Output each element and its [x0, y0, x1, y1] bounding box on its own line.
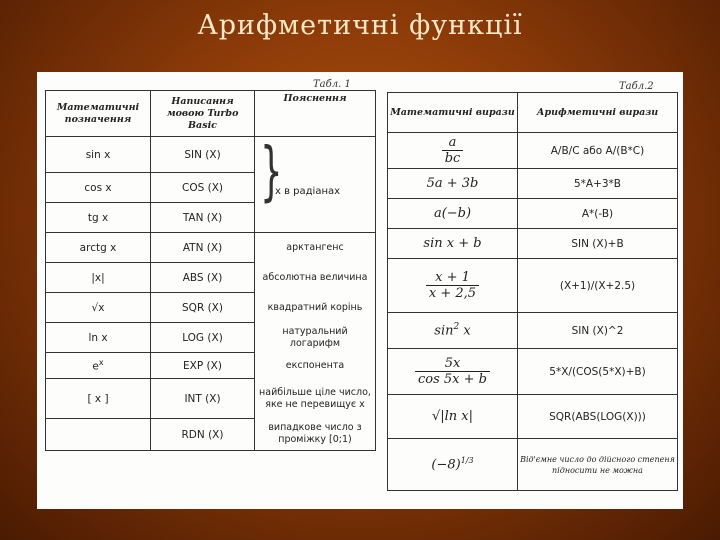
math-notation: cos x [46, 173, 151, 203]
math-expression [388, 349, 518, 395]
numerator: a [442, 135, 464, 151]
math-base: e [92, 360, 99, 373]
math-notation [46, 419, 151, 451]
table2-header-math: Математичні вирази [388, 93, 518, 133]
table-row [46, 233, 376, 263]
math-expression: √|ln x| [388, 395, 518, 439]
table-row [388, 199, 678, 229]
table-row [46, 419, 376, 451]
basic-code: TAN (X) [151, 203, 255, 233]
table1 [45, 90, 376, 451]
fraction [442, 135, 464, 166]
explanation: арктангенс [255, 233, 376, 263]
arithmetic-expression: 5*A+3*B [518, 169, 678, 199]
fraction [426, 270, 479, 301]
table-row [388, 313, 678, 349]
arithmetic-expression: SIN (X)^2 [518, 313, 678, 349]
basic-code: RDN (X) [151, 419, 255, 451]
math-notation: sin x [46, 137, 151, 173]
expr-base: sin [434, 323, 454, 339]
denominator: cos 5x + b [418, 372, 487, 387]
math-expression [388, 439, 518, 491]
basic-code: COS (X) [151, 173, 255, 203]
fraction [415, 356, 490, 387]
math-notation: √x [46, 293, 151, 323]
table-row [46, 293, 376, 323]
table1-caption: Табл. 1 [313, 79, 351, 90]
math-expression: a(−b) [388, 199, 518, 229]
math-notation: |x| [46, 263, 151, 293]
explanation: найбільше ціле число, яке не перевищує x [255, 379, 376, 419]
arithmetic-expression: Від'ємне число до дійсного степеня підносити не можна [518, 439, 678, 491]
expr-base: (−8) [431, 457, 461, 473]
table-row [388, 349, 678, 395]
arithmetic-expression: 5*X/(COS(5*X)+B) [518, 349, 678, 395]
table-row [388, 439, 678, 491]
table-row [46, 379, 376, 419]
table1-header-code: Написання мовою Turbo Basic [151, 91, 255, 137]
table-row [388, 229, 678, 259]
table2-caption: Табл.2 [619, 81, 654, 92]
basic-code: EXP (X) [151, 353, 255, 379]
table-row [388, 169, 678, 199]
expr-tail: x [459, 323, 471, 339]
explanation: квадратний корінь [255, 293, 376, 323]
basic-code: ATN (X) [151, 233, 255, 263]
trig-radians-note: x в радіанах [275, 186, 341, 197]
table1-header-math: Математичні позначення [46, 91, 151, 137]
arithmetic-expression: A*(-B) [518, 199, 678, 229]
basic-code: ABS (X) [151, 263, 255, 293]
math-notation [46, 353, 151, 379]
math-expression [388, 259, 518, 313]
explanation: абсолютна величина [255, 263, 376, 293]
denominator: x + 2,5 [428, 286, 477, 301]
math-expression: sin x + b [388, 229, 518, 259]
table2-header-arith: Арифметичні вирази [518, 93, 678, 133]
table2 [387, 92, 678, 491]
expr-exponent: 2 [453, 322, 460, 333]
math-notation: tg x [46, 203, 151, 233]
basic-code: LOG (X) [151, 323, 255, 353]
arithmetic-expression: SIN (X)+B [518, 229, 678, 259]
explanation: натуральний логарифм [255, 323, 376, 353]
scanned-page [37, 72, 683, 509]
math-expression [388, 133, 518, 169]
table-row [388, 395, 678, 439]
arithmetic-expression: SQR(ABS(LOG(X))) [518, 395, 678, 439]
basic-code: SIN (X) [151, 137, 255, 173]
math-notation: ln x [46, 323, 151, 353]
numerator: 5x [415, 356, 490, 372]
expr-exponent: 1/3 [460, 456, 474, 466]
table1-header-note: Пояснення [255, 91, 376, 137]
explanation: експонента [255, 353, 376, 379]
slide-title: Арифметичні функції [197, 10, 523, 41]
math-exponent: x [98, 358, 104, 368]
math-expression [388, 313, 518, 349]
table-row [388, 259, 678, 313]
numerator: x + 1 [426, 270, 479, 286]
table-row [46, 137, 376, 173]
arithmetic-expression: (X+1)/(X+2.5) [518, 259, 678, 313]
math-notation: [ x ] [46, 379, 151, 419]
math-notation: arctg x [46, 233, 151, 263]
table-row [46, 353, 376, 379]
basic-code: INT (X) [151, 379, 255, 419]
arithmetic-expression: A/B/C або A/(B*C) [518, 133, 678, 169]
denominator: bc [444, 151, 461, 166]
table-row [46, 323, 376, 353]
explanation: випадкове число з проміжку [0;1) [255, 419, 376, 451]
basic-code: SQR (X) [151, 293, 255, 323]
math-expression: 5a + 3b [388, 169, 518, 199]
curly-brace-icon: } [260, 135, 283, 209]
table-row [46, 263, 376, 293]
table-row [388, 133, 678, 169]
